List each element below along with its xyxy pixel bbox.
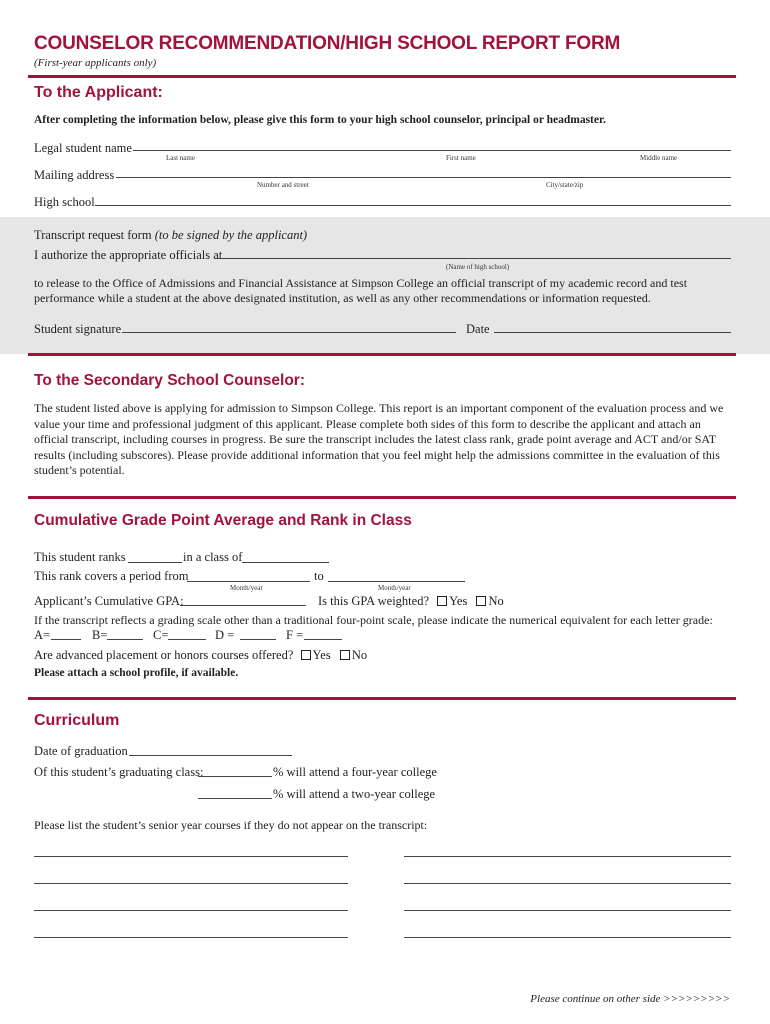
course-line[interactable]: [404, 883, 731, 884]
authorize-label: I authorize the appropriate officials at: [34, 248, 223, 262]
rank-field[interactable]: [128, 562, 182, 563]
ap-no-label: No: [351, 648, 368, 662]
course-line[interactable]: [34, 883, 348, 884]
class-of-label: in a class of: [183, 550, 243, 564]
weighted-yes-checkbox[interactable]: [437, 596, 447, 606]
legal-name-field[interactable]: [133, 150, 731, 151]
authorize-school-field[interactable]: [215, 258, 731, 259]
counselor-heading: To the Secondary School Counselor:: [34, 372, 305, 389]
grade-b-field[interactable]: [107, 639, 143, 640]
period-to-field[interactable]: [328, 581, 465, 582]
school-name-caption: (Name of high school): [446, 263, 510, 271]
graduation-field[interactable]: [129, 755, 292, 756]
grade-a-field[interactable]: [51, 639, 81, 640]
transcript-label-text: Transcript request form: [34, 228, 155, 242]
cumulative-gpa-label: Applicant’s Cumulative GPA:: [34, 594, 184, 608]
graduation-label: Date of graduation: [34, 744, 128, 758]
weighted-no-checkbox[interactable]: [476, 596, 486, 606]
header-divider: [28, 75, 736, 78]
course-line[interactable]: [404, 910, 731, 911]
grade-b-label: B=: [92, 628, 108, 642]
date-label: Date: [466, 322, 490, 336]
ranks-label: This student ranks: [34, 550, 126, 564]
middle-name-caption: Middle name: [640, 154, 678, 162]
four-year-field[interactable]: [198, 776, 272, 777]
grade-d-field[interactable]: [240, 639, 276, 640]
ap-question: [34, 648, 367, 663]
signature-field[interactable]: [122, 332, 456, 333]
grade-a-label: A=: [34, 628, 51, 642]
ap-label: Are advanced placement or honors courses offered?: [34, 648, 294, 662]
continue-note: Please continue on other side >>>>>>>>>: [530, 993, 730, 1005]
course-line[interactable]: [34, 910, 348, 911]
transcript-label: [34, 228, 307, 243]
form-subtitle: (First-year applicants only): [34, 57, 157, 69]
date-field[interactable]: [494, 332, 731, 333]
two-year-label: % will attend a two-year college: [273, 787, 436, 801]
transcript-divider: [28, 353, 736, 356]
street-caption: Number and street: [257, 181, 309, 189]
grade-d-label: D =: [215, 628, 235, 642]
signature-label: Student signature: [34, 322, 122, 336]
high-school-label: High school: [34, 195, 95, 209]
course-line[interactable]: [34, 937, 348, 938]
curriculum-heading: Curriculum: [34, 712, 120, 729]
weighted-no-label: No: [488, 594, 504, 608]
grade-f-label: F =: [286, 628, 304, 642]
first-name-caption: First name: [446, 154, 476, 162]
ap-no-checkbox[interactable]: [340, 650, 350, 660]
course-line[interactable]: [34, 856, 348, 857]
two-year-field[interactable]: [198, 798, 272, 799]
class-size-field[interactable]: [242, 562, 329, 563]
grade-c-label: C=: [153, 628, 169, 642]
course-line[interactable]: [404, 856, 731, 857]
grading-scale-text: If the transcript reflects a grading scale other than a traditional four-point scale, please indicate the numerical equivalent for each letter grade:: [34, 613, 713, 627]
ap-yes-checkbox[interactable]: [301, 650, 311, 660]
release-text: to release to the Office of Admissions and Financial Assistance at Simpson College an official transcript of my academic record and test performance while a student at the above designated institution, as well as any other recommendations or information requested.: [34, 276, 688, 305]
period-from-field[interactable]: [187, 581, 310, 582]
weighted-yes-label: Yes: [449, 594, 468, 608]
weighted-label: Is this GPA weighted?: [318, 594, 429, 608]
last-name-caption: Last name: [166, 154, 195, 162]
month-year-caption-from: Month/year: [230, 584, 263, 592]
month-year-caption-to: Month/year: [378, 584, 411, 592]
senior-courses-label: Please list the student’s senior year courses if they do not appear on the transcript:: [34, 818, 428, 832]
city-caption: City/state/zip: [546, 181, 584, 189]
high-school-field[interactable]: [95, 205, 731, 206]
period-label: This rank covers a period from: [34, 569, 189, 583]
form-title: COUNSELOR RECOMMENDATION/HIGH SCHOOL REPORT FORM: [34, 33, 621, 54]
applicant-heading: To the Applicant:: [34, 84, 163, 101]
to-label: to: [314, 569, 324, 583]
course-line[interactable]: [404, 937, 731, 938]
counselor-body: The student listed above is applying for admission to Simpson College. This report is an important component of the evaluation process and we value your time and professional judgment of this applicant. Please complete both sides of this form to describe the applicant and attach an official transcript, including courses in progress. Be sure the transcript includes the latest class rank, grade point average and ACT and/or SAT results (including subscores). Please provide additional information that you feel might help the admissions committee in the evaluation of this student’s potential.: [34, 401, 724, 477]
legal-name-label: Legal student name: [34, 141, 132, 155]
profile-note: Please attach a school profile, if available.: [34, 667, 239, 679]
four-year-label: % will attend a four-year college: [273, 765, 437, 779]
mailing-label: Mailing address: [34, 168, 115, 182]
weighted-question: [318, 594, 504, 609]
graduating-class-label: Of this student’s graduating class:: [34, 765, 204, 779]
applicant-instruction: After completing the information below, please give this form to your high school counselor, principal or headmaster.: [34, 114, 606, 126]
cumulative-gpa-field[interactable]: [180, 605, 306, 606]
gpa-heading: Cumulative Grade Point Average and Rank in Class: [34, 512, 412, 529]
grade-f-field[interactable]: [304, 639, 342, 640]
ap-yes-label: Yes: [312, 648, 331, 662]
counselor-divider: [28, 496, 736, 499]
gpa-divider: [28, 697, 736, 700]
transcript-label-italic: (to be signed by the applicant): [154, 228, 308, 242]
mailing-field[interactable]: [116, 177, 731, 178]
grade-c-field[interactable]: [168, 639, 206, 640]
